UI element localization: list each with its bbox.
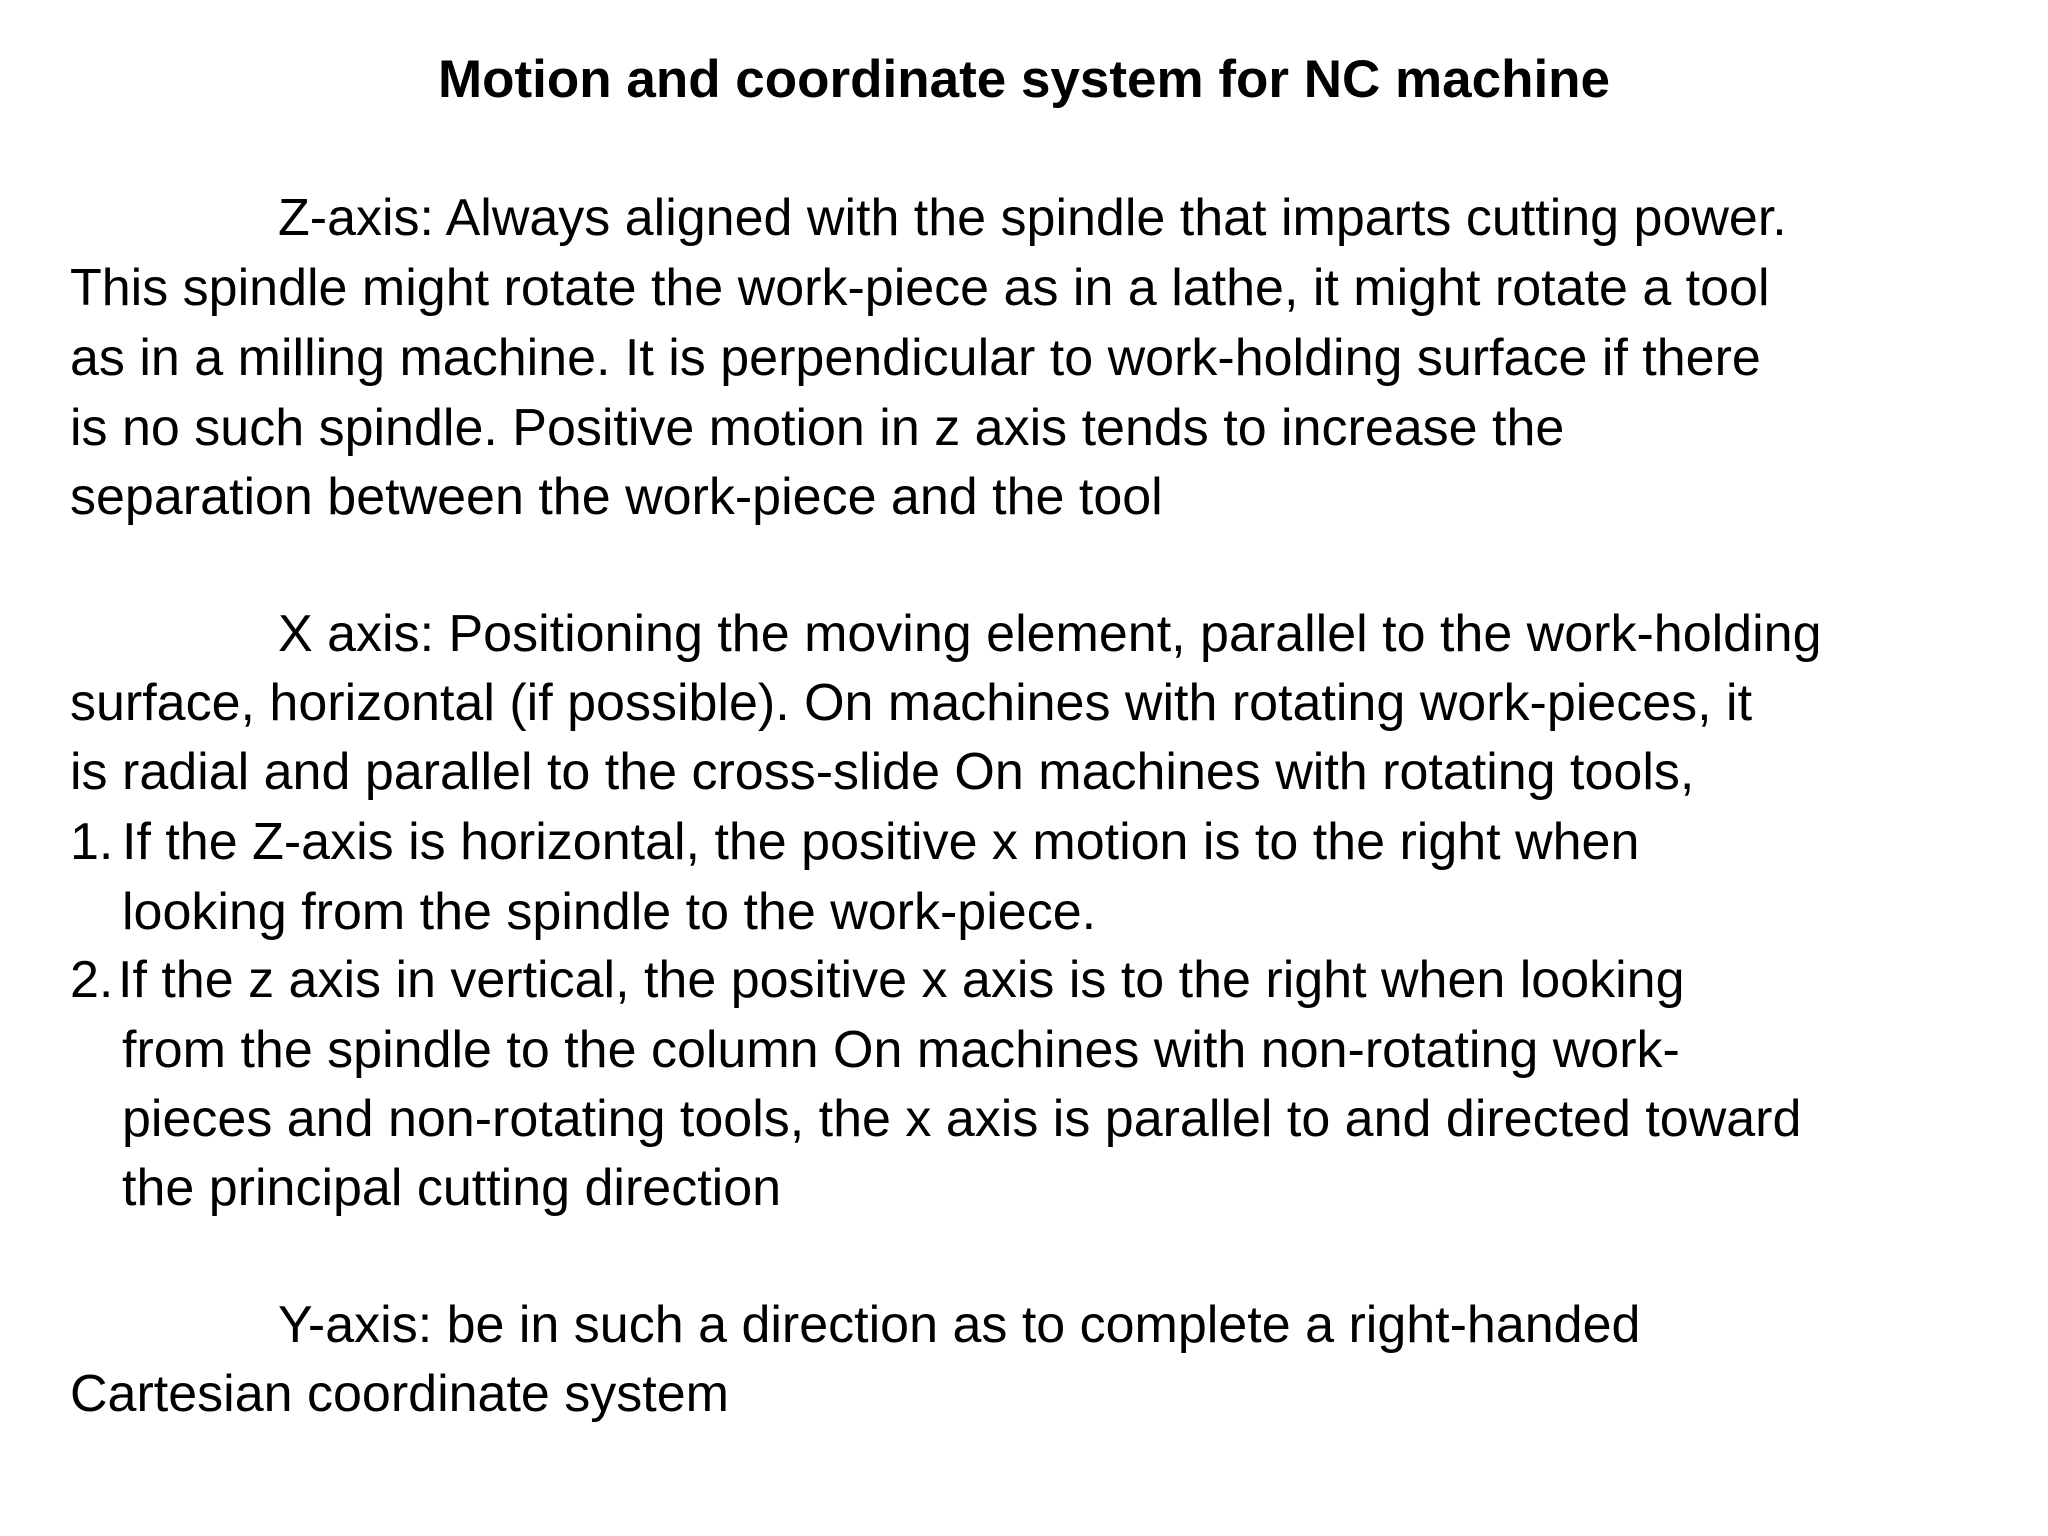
- y-axis-line: Cartesian coordinate system: [70, 1365, 729, 1423]
- z-axis-line: as in a milling machine. It is perpendicular to work-holding surface if there: [70, 329, 1761, 387]
- x-axis-line: X axis: Positioning the moving element, parallel to the work-holding: [278, 605, 1822, 663]
- x-axis-line: is radial and parallel to the cross-slide On machines with rotating tools,: [70, 743, 1695, 801]
- z-axis-line: Z-axis: Always aligned with the spindle that imparts cutting power.: [278, 189, 1787, 247]
- list-item-line: pieces and non-rotating tools, the x axis is parallel to and directed toward: [122, 1090, 1802, 1148]
- x-axis-line: surface, horizontal (if possible). On machines with rotating work-pieces, it: [70, 674, 1753, 732]
- y-axis-line: Y-axis: be in such a direction as to complete a right-handed: [278, 1296, 1641, 1354]
- slide-title: Motion and coordinate system for NC machine: [437, 50, 1611, 109]
- list-item-line: If the z axis in vertical, the positive x axis is to the right when looking: [118, 951, 1685, 1009]
- z-axis-line: is no such spindle. Positive motion in z axis tends to increase the: [70, 399, 1565, 457]
- z-axis-line: separation between the work-piece and the tool: [70, 468, 1163, 526]
- z-axis-line: This spindle might rotate the work-piece as in a lathe, it might rotate a tool: [70, 259, 1770, 317]
- list-item-number: 2.: [70, 951, 114, 1009]
- list-item-line: If the Z-axis is horizontal, the positive x motion is to the right when: [122, 813, 1640, 871]
- list-item-line: looking from the spindle to the work-piece.: [122, 883, 1097, 941]
- list-item-line: from the spindle to the column On machines with non-rotating work-: [122, 1021, 1680, 1079]
- list-item-number: 1.: [70, 813, 114, 871]
- list-item-line: the principal cutting direction: [122, 1159, 782, 1217]
